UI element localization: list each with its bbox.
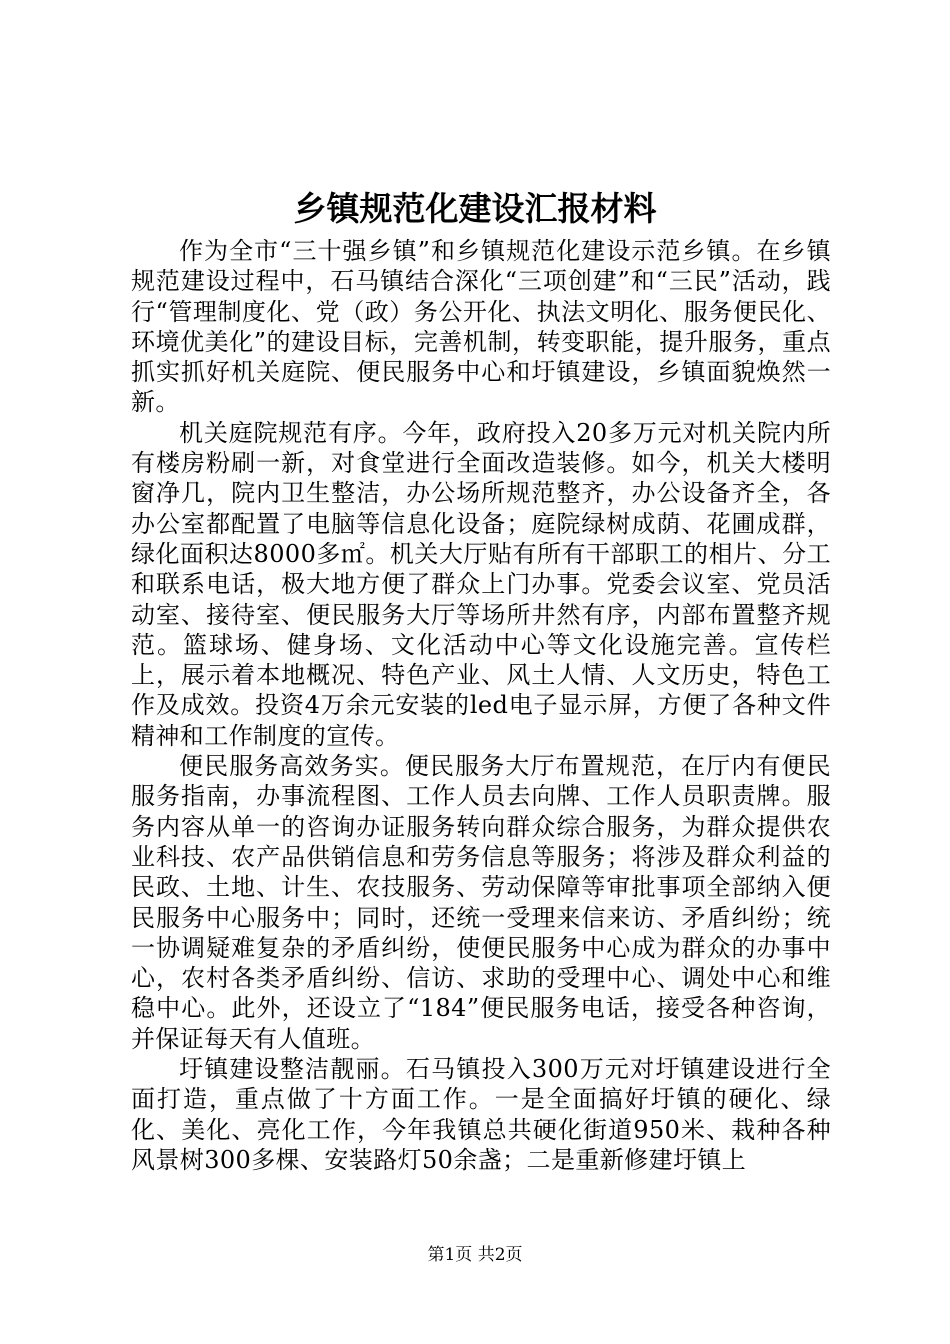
- document-title: 乡镇规范化建设汇报材料: [293, 189, 657, 228]
- paragraph-intro: 作为全市“三十强乡镇”和乡镇规范化建设示范乡镇。在乡镇规范建设过程中，石马镇结合深化“三项创建”和“三民”活动，践行“管理制度化、党（政）务公开化、执法文明化、服务便民化、环境优美化”的建设目标，完善机制，转变职能，提升服务，重点抓实抓好机关庭院、便民服务中心和圩镇建设，乡镇面貌焕然一新。: [131, 237, 831, 417]
- page-number-footer: 第1页 共2页: [427, 1245, 523, 1265]
- paragraph-office-courtyard: 机关庭院规范有序。今年，政府投入20多万元对机关院内所有楼房粉刷一新，对食堂进行全面改造装修。如今，机关大楼明窗净几，院内卫生整洁，办公场所规范整齐，办公设备齐全，各办公室都配置了电脑等信息化设备；庭院绿树成荫、花圃成群，绿化面积达8000多㎡。机关大厅贴有所有干部职工的相片、分工和联系电话，极大地方便了群众上门办事。党委会议室、党员活动室、接待室、便民服务大厅等场所井然有序，内部布置整齐规范。篮球场、健身场、文化活动中心等文化设施完善。宣传栏上，展示着本地概况、特色产业、风土人情、人文历史，特色工作及成效。投资4万余元安装的led电子显示屏，方便了各种文件精神和工作制度的宣传。: [131, 418, 831, 750]
- paragraph-service-center: 便民服务高效务实。便民服务大厅布置规范，在厅内有便民服务指南，办事流程图、工作人员去向牌、工作人员职责牌。服务内容从单一的咨询办证服务转向群众综合服务，为群众提供农业科技、农产品供销信息和劳务信息等服务；将涉及群众利益的民政、土地、计生、农技服务、劳动保障等审批事项全部纳入便民服务中心服务中；同时，还统一受理来信来访、矛盾纠纷；统一协调疑难复杂的矛盾纠纷，使便民服务中心成为群众的办事中心，农村各类矛盾纠纷、信访、求助的受理中心、调处中心和维稳中心。此外，还设立了“184”便民服务电话，接受各种咨询，并保证每天有人值班。: [131, 752, 831, 1053]
- document-body: [131, 236, 831, 1175]
- paragraph-town-construction: 圩镇建设整洁靓丽。石马镇投入300万元对圩镇建设进行全面打造，重点做了十方面工作。一是全面搞好圩镇的硬化、绿化、美化、亮化工作，今年我镇总共硬化街道950米、栽种各种风景树300多棵、安装路灯50余盏；二是重新修建圩镇上: [131, 1055, 831, 1174]
